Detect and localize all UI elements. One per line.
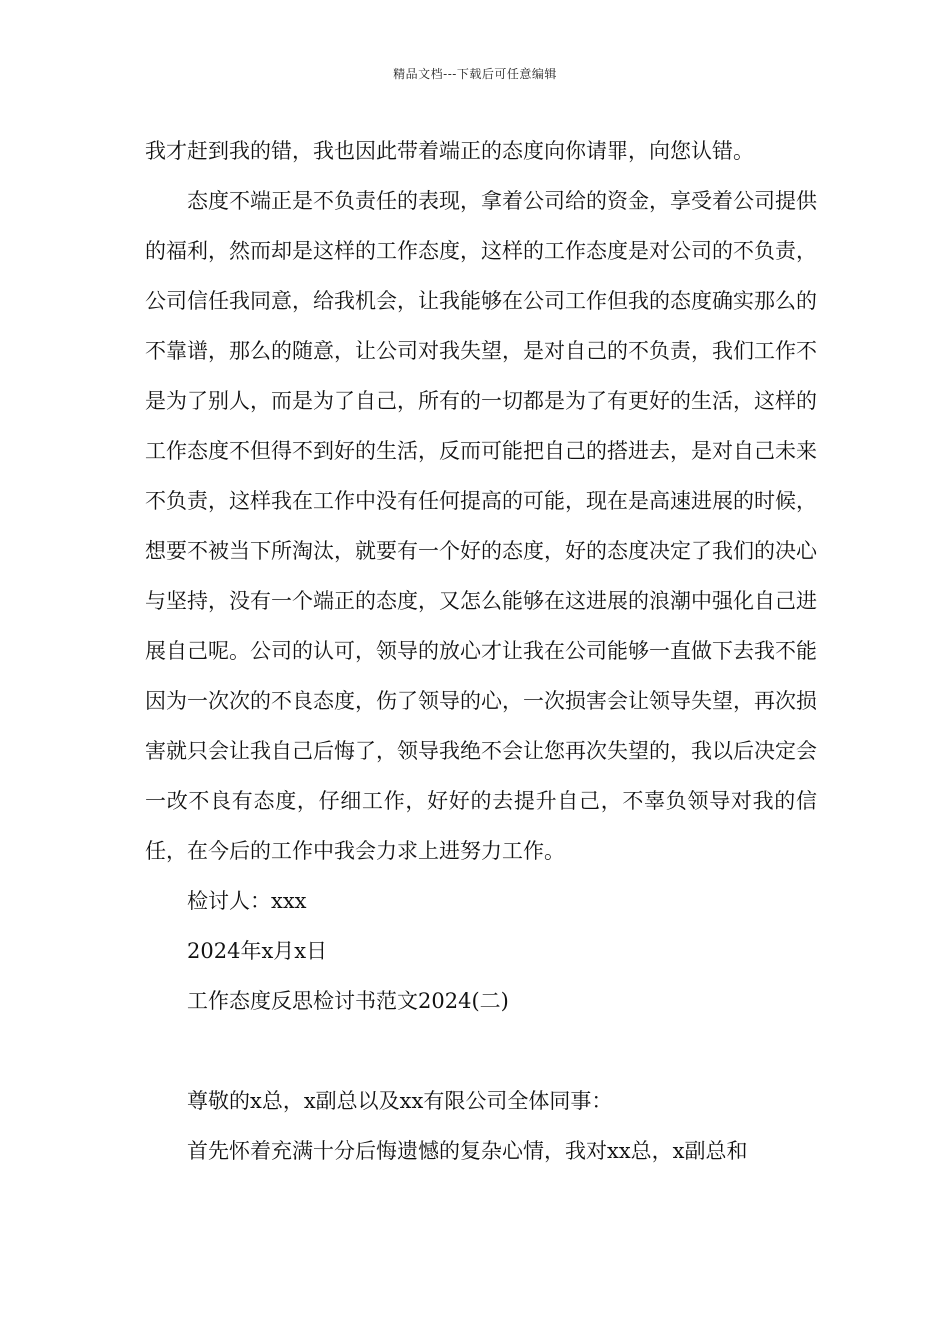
- date-line: 2024年x月x日: [187, 939, 328, 963]
- paragraph-2: 态度不端正是不负责任的表现，拿着公司给的资金，享受着公司提供的福利，然而却是这样的工作态度，这样的工作态度是对公司的不负责，公司信任我同意，给我机会，让我能够在公司工作但我的态度确实那么的不靠谱，那么的随意，让公司对我失望，是对自己的不负责，我们工作不是为了别人，而是为了自己，所有的一切都是为了有更好的生活，这样的工作态度不但得不到好的生活，反而可能把自己的搭进去，是对自己未来不负责，这样我在工作中没有任何提高的可能，现在是高速进展的时候，想要不被当下所淘汰，就要有一个好的态度，好的态度决定了我们的决心与坚持，没有一个端正的态度，又怎么能够在这进展的浪潮中强化自己进展自己呢。公司的认可，领导的放心才让我在公司能够一直做下去我不能因为一次次的不良态度，伤了领导的心，一次损害会让领导失望，再次损害就只会让我自己后悔了，领导我绝不会让您再次失望的，我以后决定会一改不良有态度，仔细工作，好好的去提升自己，不辜负领导对我的信任，在今后的工作中我会力求上进努力工作。: [145, 189, 817, 863]
- paragraph-3: 首先怀着充满十分后悔遗憾的复杂心情，我对xx总，x副总和: [187, 1139, 748, 1163]
- blank-line: [145, 1026, 817, 1076]
- section-title: 工作态度反思检讨书范文2024(二): [187, 989, 509, 1013]
- paragraph-1: 我才赶到我的错，我也因此带着端正的态度向你请罪，向您认错。: [145, 139, 754, 163]
- page-header: 精品文档---下载后可任意编辑: [393, 67, 557, 81]
- salutation-line: 尊敬的x总，x副总以及xx有限公司全体同事：: [187, 1089, 613, 1113]
- signer-line: 检讨人：xxx: [187, 889, 307, 913]
- document-body: [145, 126, 817, 1176]
